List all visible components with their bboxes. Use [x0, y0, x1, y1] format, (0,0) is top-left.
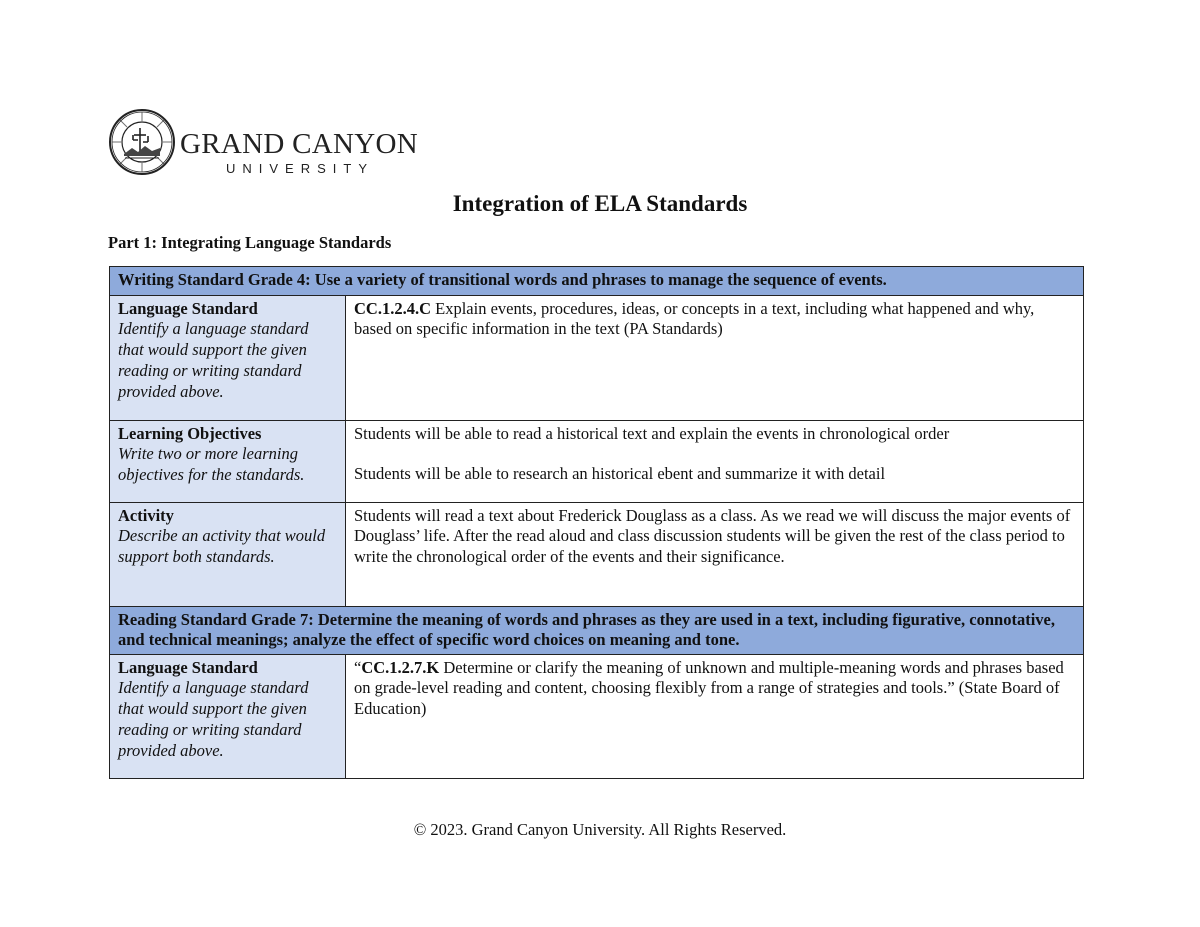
table-row	[110, 654, 1084, 778]
row-label-description: Identify a language standard that would support the given reading or writing standard provided above.	[118, 319, 309, 401]
content-cell	[346, 654, 1084, 778]
activity-text: Students will read a text about Frederick Douglass as a class. As we read we will discuss the major events of Douglass’ life. After the read aloud and class discussion students will be given the rest of the class period to write the chronological order of the events and their significance.	[354, 505, 1071, 567]
table-row	[110, 295, 1084, 420]
row-label-description: Describe an activity that would support both standards.	[118, 526, 326, 567]
row-label-description: Write two or more learning objectives for the standards.	[118, 444, 305, 485]
standard-text: Explain events, procedures, ideas, or concepts in a text, including what happened and why, based on specific information in the text (PA Standards)	[354, 298, 1035, 339]
standard-text: Determine or clarify the meaning of unknown and multiple-meaning words and phrases based on grade-level reading and content, choosing flexibly from a range of strategies and tools.” (State Board of Education)	[354, 657, 1064, 719]
label-cell	[110, 295, 346, 420]
standard-code: CC.1.2.4.C	[354, 298, 431, 318]
standards-table	[109, 266, 1084, 779]
logo-wordmark-line2: UNIVERSITY	[226, 161, 375, 176]
label-cell	[110, 502, 346, 606]
label-cell	[110, 654, 346, 778]
row-label-title: Learning Objectives	[118, 423, 262, 443]
objective-text: Students will be able to research an historical ebent and summarize it with detail	[354, 464, 886, 484]
row-label-title: Language Standard	[118, 298, 258, 318]
row-label-title: Language Standard	[118, 657, 258, 677]
quote-mark: “	[354, 657, 362, 677]
university-seal-icon	[108, 108, 176, 176]
part-heading: Part 1: Integrating Language Standards	[108, 233, 392, 252]
row-label-description: Identify a language standard that would support the given reading or writing standard provided above.	[118, 678, 309, 760]
paragraph-gap	[354, 444, 1075, 464]
content-cell	[346, 420, 1084, 502]
document-title: Integration of ELA Standards	[452, 191, 748, 216]
objective-text: Students will be able to read a historical text and explain the events in chronological order	[354, 423, 950, 443]
content-cell	[346, 295, 1084, 420]
copyright-footer: © 2023. Grand Canyon University. All Rights Reserved.	[413, 820, 787, 839]
logo-wordmark-line1: GRAND CANYON	[180, 128, 419, 160]
reading-standard-row	[110, 606, 1084, 654]
content-cell	[346, 502, 1084, 606]
writing-standard-row	[110, 267, 1084, 296]
row-label-title: Activity	[118, 505, 174, 525]
table-row	[110, 420, 1084, 502]
writing-standard-header: Writing Standard Grade 4: Use a variety of transitional words and phrases to manage the sequence of events.	[110, 267, 1084, 296]
standard-code: CC.1.2.7.K	[361, 657, 440, 677]
reading-standard-header: Reading Standard Grade 7: Determine the meaning of words and phrases as they are used in a text, including figurative, connotative, and technical meanings; analyze the effect of specific word choices on meaning and tone.	[110, 606, 1084, 654]
table-row	[110, 502, 1084, 606]
label-cell	[110, 420, 346, 502]
university-logo	[108, 108, 418, 178]
